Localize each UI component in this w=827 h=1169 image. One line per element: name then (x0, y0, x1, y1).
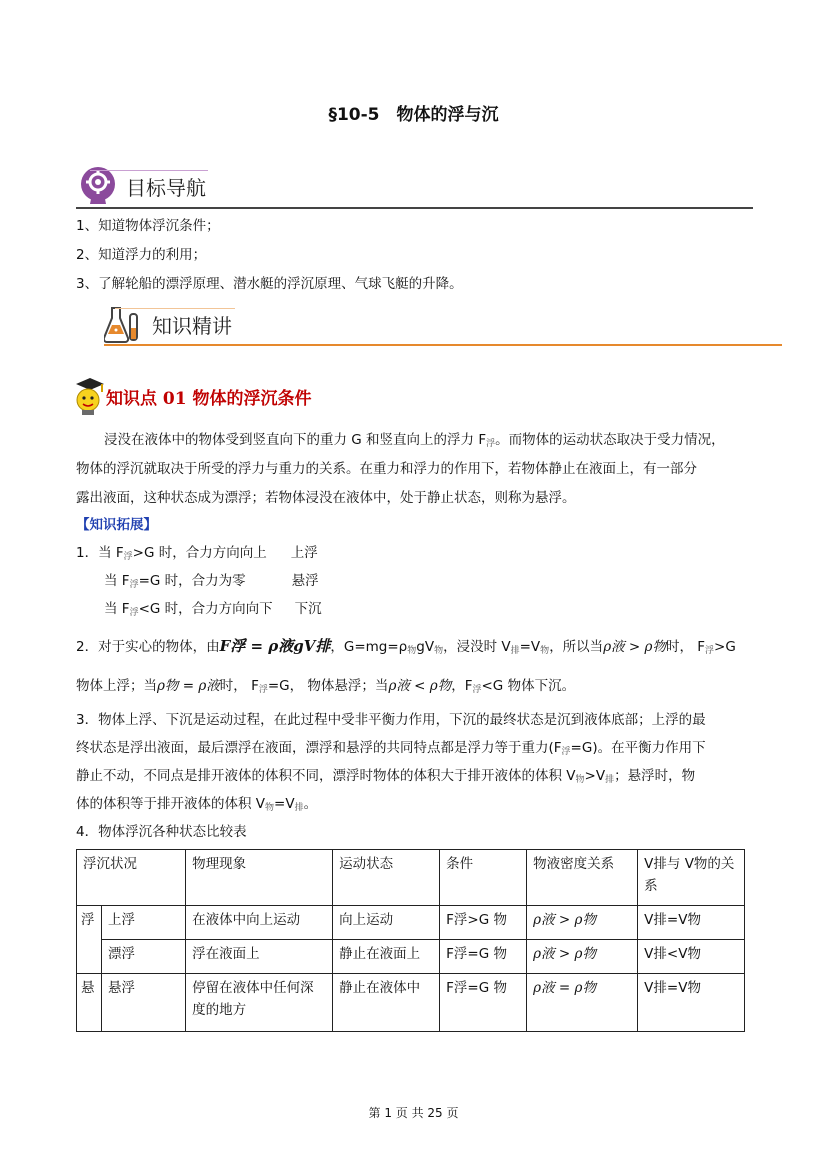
subscript: 浮 (123, 552, 133, 562)
section-heading-knowledge (104, 304, 232, 344)
text: <G 时，合力方向向下 (138, 601, 273, 617)
item-number: 4． (76, 824, 99, 840)
text: 物体上浮、下沉是运动过程，在此过程中受非平衡力作用，下沉的最终状态是沉到液体底部；上浮的最 (98, 712, 706, 728)
table-cell: 漂浮 (102, 940, 186, 974)
item-2-line: 2．对于实心的物体，由F浮 = ρ液gV排，$G=mg=\rho_物gV_物$，浸没时 $V_排=V_物$，所以当ρ液 > ρ物时， $F_浮>G$ (76, 637, 736, 656)
subscript: 浮 (705, 646, 715, 656)
rho-liquid: ρ液 (388, 678, 410, 694)
table-cell: ρ液 > ρ物 (527, 940, 638, 974)
subscript: 排 (605, 775, 615, 785)
text: 浸没在液体中的物体受到竖直向下的重力 G 和竖直向上的浮力 F (104, 432, 487, 448)
table-row (77, 906, 745, 940)
table-header-cell: 运动状态 (333, 850, 440, 906)
goal-item: 1、知道物体浮沉条件； (76, 218, 220, 234)
subscript: 浮 (486, 439, 496, 449)
table-cell: 上浮 (102, 906, 186, 940)
subscript: 浮 (472, 685, 482, 695)
item-number: 3． (76, 712, 99, 728)
table-cell: 静止在液体中 (333, 974, 440, 1032)
section-heading-text: 知识精讲 (152, 313, 232, 338)
text: ，G=mg=ρ (330, 639, 408, 655)
table-cell: 向上运动 (333, 906, 440, 940)
divider (90, 170, 208, 171)
text: 静止不动，不同点是排开液体的体积不同，漂浮时物体的体积大于排开液体的体积 V (76, 768, 576, 784)
text: =G， 物体悬浮；当 (267, 678, 389, 694)
subscript: 物 (407, 646, 417, 656)
buoyancy-formula: F浮 = ρ液gV排 (219, 637, 331, 655)
text: 时， F (219, 678, 259, 694)
rho-liquid: ρ液 (198, 678, 220, 694)
flask-icon (104, 304, 146, 344)
table-cell: F浮=G 物 (440, 940, 527, 974)
text: 当 F (104, 601, 130, 617)
subscript: 浮 (129, 580, 139, 590)
subscript: 物 (434, 646, 444, 656)
table-cell: 浮在液面上 (186, 940, 333, 974)
table-cell: F浮>G 物 (440, 906, 527, 940)
table-cell: 悬浮 (102, 974, 186, 1032)
item-3-line (76, 738, 706, 762)
text: ；悬浮时，物 (614, 768, 696, 784)
text: =V (274, 796, 295, 812)
graduate-cartoon-icon (72, 376, 106, 416)
table-cell: F浮=G 物 (440, 974, 527, 1032)
table-group-cell: 浮 (77, 906, 102, 974)
table-cell: V排=V物 (638, 974, 745, 1032)
rho-object: ρ物 (644, 639, 666, 655)
page-title: §10-5 物体的浮与沉 (328, 105, 499, 125)
state-label: 下沉 (294, 601, 322, 617)
intro-line (104, 430, 725, 454)
rho-liquid: ρ液 (603, 639, 625, 655)
expand-label: 【知识拓展】 (76, 517, 157, 533)
divider (115, 308, 235, 309)
table-row (77, 974, 745, 1032)
text: <G 物体下沉。 (481, 678, 576, 694)
table-header-cell: 物液密度关系 (527, 850, 638, 906)
text: 。 (303, 796, 318, 812)
text: 。而物体的运动状态取决于受力情况， (495, 432, 725, 448)
subscript: 物 (265, 803, 275, 813)
table-cell: ρ液 = ρ物 (527, 974, 638, 1032)
table-cell: V排<V物 (638, 940, 745, 974)
text: 终状态是浮出液面，最后漂浮在液面，漂浮和悬浮的共同特点都是浮力等于重力(F (76, 740, 562, 756)
subscript: 浮 (258, 685, 268, 695)
text: >G (714, 639, 736, 655)
item-1-line (104, 571, 319, 595)
text: =G 时，合力为零 (138, 573, 246, 589)
state-label: 上浮 (290, 545, 318, 561)
table-header-cell: 浮沉状况 (77, 850, 186, 906)
comparison-table (76, 849, 745, 1032)
item-2-line: 物体上浮；当ρ物 = ρ液时， $F_浮=G$， 物体悬浮；当ρ液 < ρ物，$F_浮<G$ 物体下沉。 (76, 678, 576, 695)
knowledge-point-title: 知识点 01 物体的浮沉条件 (106, 388, 312, 409)
item-3-line (76, 710, 706, 730)
subscript: 浮 (129, 608, 139, 618)
text: 体的体积等于排开液体的体积 V (76, 796, 266, 812)
subscript: 浮 (561, 747, 571, 757)
table-cell: V排=V物 (638, 906, 745, 940)
table-cell: ρ液 > ρ物 (527, 906, 638, 940)
page-footer: 第 1 页 共 25 页 (368, 1106, 459, 1120)
table-cell: 在液体中向上运动 (186, 906, 333, 940)
table-group-cell: 悬 (77, 974, 102, 1032)
table-header-cell: V排与 V物的关系 (638, 850, 745, 906)
table-header-cell: 物理现象 (186, 850, 333, 906)
knowledge-point-heading (72, 376, 312, 416)
item-number: 1． (76, 545, 99, 561)
item-3-line (76, 766, 695, 790)
item-3-line (76, 794, 317, 818)
text: gV (416, 639, 435, 655)
text: 当 F (98, 545, 124, 561)
item-1-line (104, 599, 322, 623)
table-header-cell: 条件 (440, 850, 527, 906)
subscript: 排 (294, 803, 304, 813)
rho-object: ρ物 (157, 678, 179, 694)
text: ，所以当 (549, 639, 604, 655)
text: 时， F (665, 639, 706, 655)
subscript: 物 (575, 775, 585, 785)
table-cell: 停留在液体中任何深度的地方 (186, 974, 333, 1032)
text: 当 F (104, 573, 130, 589)
state-label: 悬浮 (291, 573, 319, 589)
goal-item: 2、知道浮力的利用； (76, 247, 207, 263)
divider (76, 207, 753, 209)
rho-object: ρ物 (429, 678, 452, 694)
item-4-line (76, 822, 247, 842)
table-caption: 物体浮沉各种状态比较表 (98, 824, 247, 840)
text: ，F (451, 678, 473, 694)
section-heading-text: 目标导航 (126, 175, 206, 200)
table-cell: 静止在液面上 (333, 940, 440, 974)
item-number: 2． (76, 639, 99, 655)
item-1-line (76, 543, 318, 567)
text: =G)。在平衡力作用下 (570, 740, 706, 756)
text: ，浸没时 V (443, 639, 511, 655)
subscript: 物 (540, 646, 550, 656)
intro-line: 物体的浮沉就取决于所受的浮力与重力的关系。在重力和浮力的作用下，若物体静止在液面上，有一部分 (76, 461, 697, 477)
subscript: 排 (510, 646, 520, 656)
text: >G 时，合力方向向上 (132, 545, 267, 561)
text: >V (584, 768, 606, 784)
divider (104, 344, 782, 346)
intro-line: 露出液面，这种状态成为漂浮；若物体浸没在液体中，处于静止状态，则称为悬浮。 (76, 490, 576, 506)
goal-item: 3、了解轮船的漂浮原理、潜水艇的浮沉原理、气球飞艇的升降。 (76, 276, 463, 292)
table-header-row (77, 850, 745, 906)
text: 对于实心的物体，由 (98, 639, 220, 655)
text: =V (519, 639, 541, 655)
table-row (77, 940, 745, 974)
text: 物体上浮；当 (76, 678, 157, 694)
